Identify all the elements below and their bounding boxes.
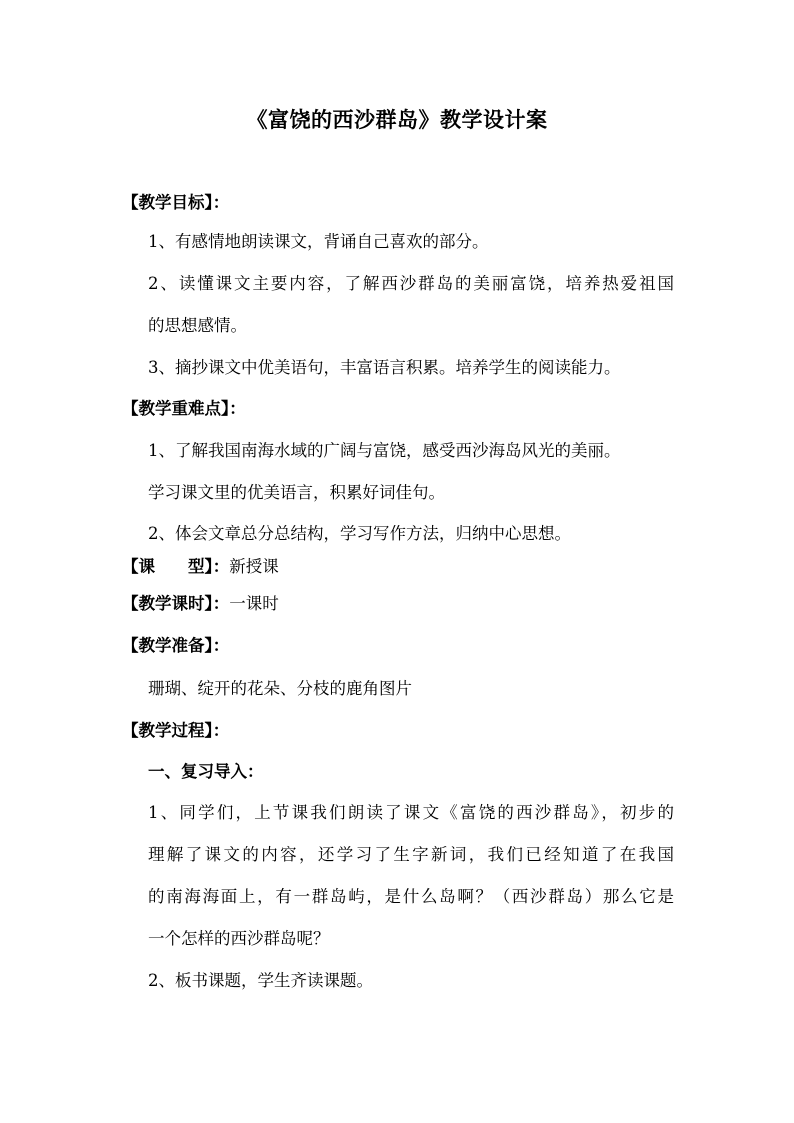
process-item-1: 1、同学们，上节课我们朗读了课文《富饶的西沙群岛》，初步的	[148, 803, 674, 822]
key-point-item-1: 1、了解我国南海水域的广阔与富饶，感受西沙海岛风光的美丽。	[148, 441, 621, 460]
objective-item-2-continued: 的思想感情。	[148, 316, 247, 335]
preparation-heading: 【教学准备】：	[122, 636, 230, 655]
lesson-type-row	[122, 559, 279, 576]
preparation-item-1: 珊瑚、绽开的花朵、分枝的鹿角图片	[148, 679, 412, 698]
class-hours-value: 一课时	[229, 594, 279, 613]
process-item-1-line-4: 一个怎样的西沙群岛呢？	[148, 929, 330, 948]
process-item-1-line-2: 理解了课文的内容，还学习了生字新词，我们已经知道了在我国	[148, 845, 674, 864]
objective-item-1: 1、有感情地朗读课文，背诵自己喜欢的部分。	[148, 232, 489, 251]
process-item-1-line-3: 的南海海面上，有一群岛屿，是什么岛啊？（西沙群岛）那么它是	[148, 887, 674, 906]
key-point-item-1-continued: 学习课文里的优美语言，积累好词佳句。	[148, 483, 445, 502]
class-hours-row	[122, 596, 279, 613]
objective-item-2: 2、读懂课文主要内容，了解西沙群岛的美丽富饶，培养热爱祖国	[148, 274, 674, 293]
lesson-type-value: 新授课	[229, 557, 279, 576]
lesson-type-heading: 【课 型】：	[122, 557, 230, 576]
process-item-2: 2、板书课题，学生齐读课题。	[148, 971, 373, 990]
class-hours-heading: 【教学课时】：	[122, 594, 230, 613]
document-title: 《富饶的西沙群岛》教学设计案	[246, 107, 548, 132]
objective-item-3: 3、摘抄课文中优美语句，丰富语言积累。培养学生的阅读能力。	[148, 358, 621, 377]
key-points-heading: 【教学重难点】：	[122, 399, 246, 418]
objectives-heading: 【教学目标】：	[122, 193, 230, 212]
process-subheading: 一、复习导入：	[148, 762, 264, 781]
key-point-item-2: 2、体会文章总分总结构，学习写作方法，归纳中心思想。	[148, 524, 571, 543]
process-heading: 【教学过程】：	[122, 721, 230, 740]
